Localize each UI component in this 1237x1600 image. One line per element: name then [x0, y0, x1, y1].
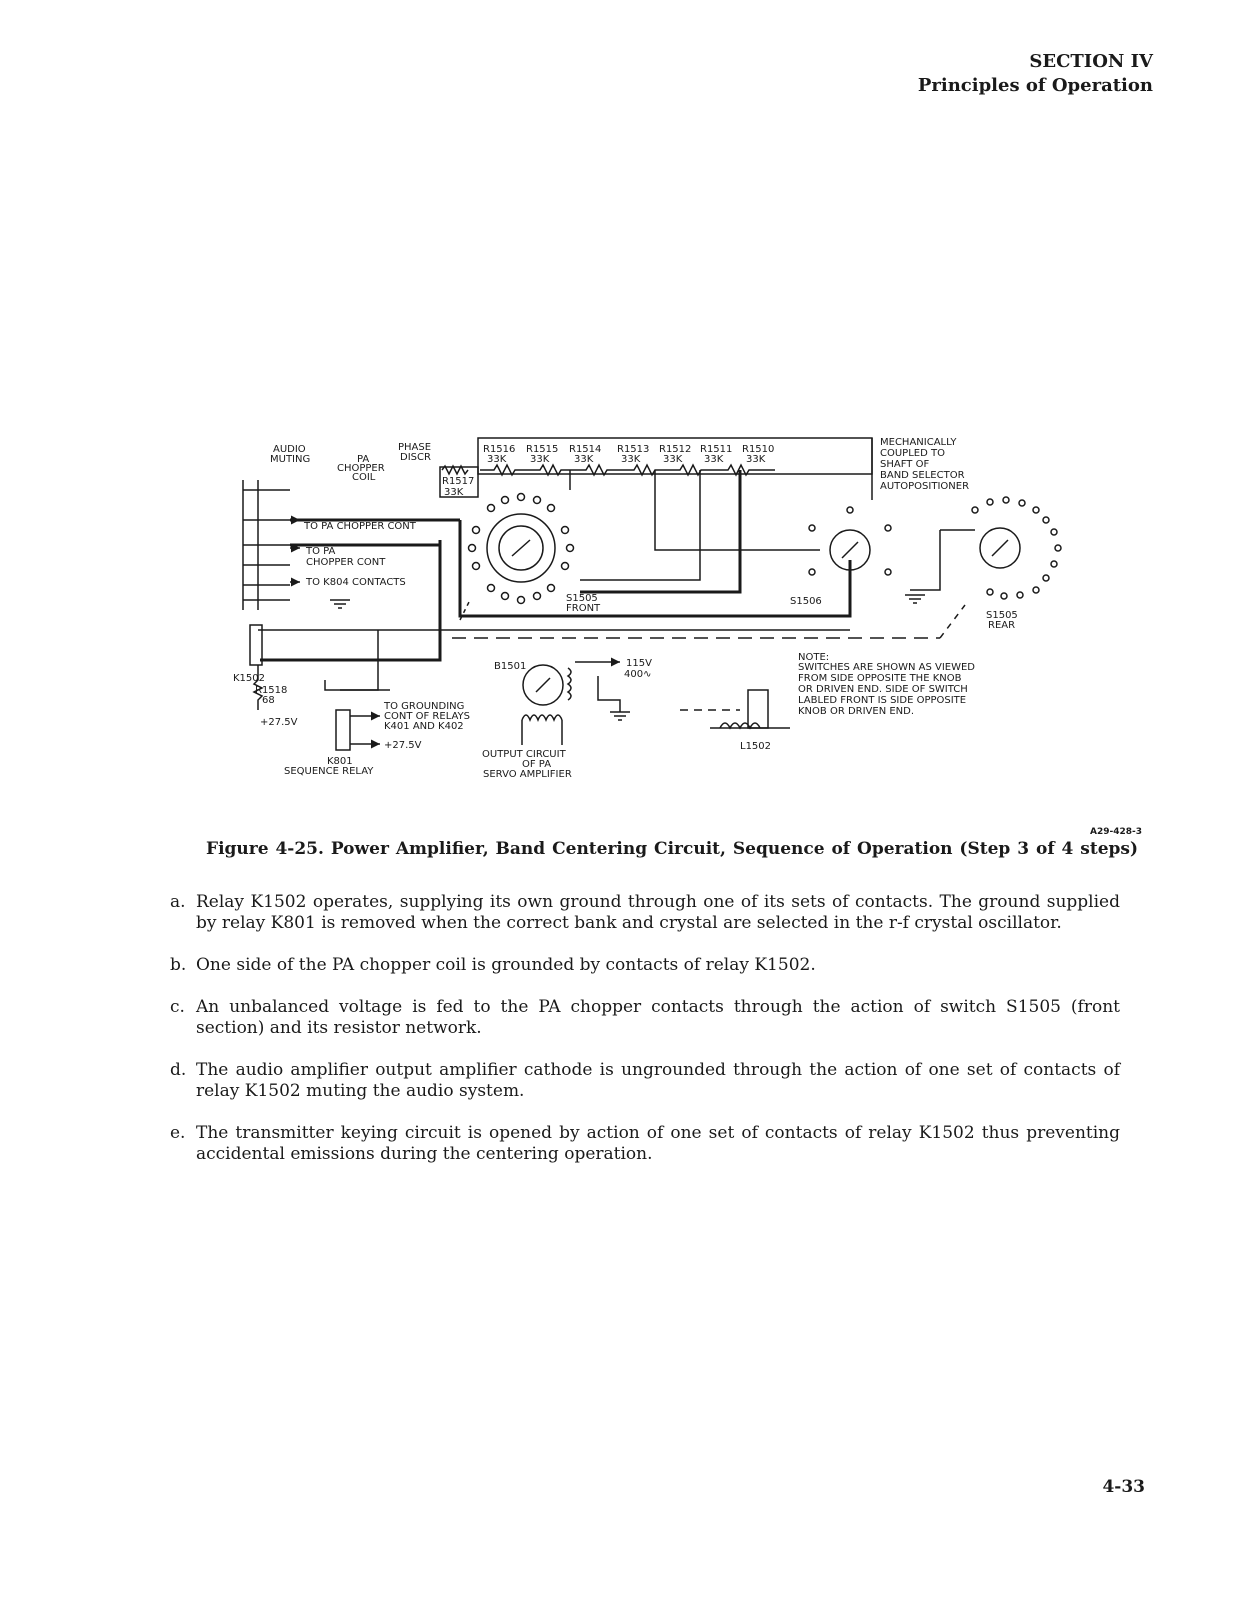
operation-steps [170, 892, 1120, 1186]
label-voltage: +27.5V [260, 717, 298, 728]
label-s1505-rear: S1505 [986, 610, 1018, 621]
label-k401-k402: K401 AND K402 [384, 721, 464, 732]
item-label: a. [170, 892, 186, 912]
label-audio: AUDIO [273, 444, 306, 455]
label-r1517-value: 33K [444, 487, 464, 498]
label-s1505-front-2: FRONT [566, 603, 601, 614]
label-discr: DISCR [400, 452, 431, 463]
label-chopper-cont: CHOPPER CONT [306, 557, 386, 568]
resistor-name: R1516 [483, 444, 516, 455]
label-mech-2: COUPLED TO [880, 448, 945, 459]
label-of-pa: OF PA [522, 759, 552, 770]
label-s1505-front: S1505 [566, 593, 598, 604]
item-label: e. [170, 1123, 186, 1143]
label-r1517: R1517 [442, 476, 475, 487]
label-l1502: L1502 [740, 741, 772, 752]
label-to-grounding: TO GROUNDING [384, 701, 465, 712]
label-servo-amplifier: SERVO AMPLIFIER [483, 769, 572, 780]
label-r1518-value: 68 [262, 695, 275, 706]
list-item [170, 955, 1120, 976]
resistor-value: 33K [574, 454, 594, 465]
resistor-name: R1510 [742, 444, 775, 455]
item-label: d. [170, 1060, 187, 1080]
label-r1518: R1518 [255, 685, 288, 696]
figure-code: A29-428-3 [1090, 827, 1143, 837]
resistor-value: 33K [621, 454, 641, 465]
list-item [170, 1123, 1120, 1165]
item-text: Relay K1502 operates, supplying its own ground through one of its sets of contacts. The ground supplied by relay K801 is removed when the correct bank and crystal are selected in the r-f crystal oscillator. [196, 892, 1120, 933]
label-mech-3: SHAFT OF [880, 459, 930, 470]
resistor-value: 33K [704, 454, 724, 465]
label-mech-4: BAND SELECTOR [880, 470, 965, 481]
item-text: An unbalanced voltage is fed to the PA chopper contacts through the action of switch S1505 (front section) and its resistor network. [196, 997, 1120, 1038]
figure-caption: Figure 4-25. Power Amplifier, Band Centering Circuit, Sequence of Operation (Step 3 of 4 steps) [206, 839, 1139, 859]
item-text: The transmitter keying circuit is opened by action of one set of contacts of relay K1502 thus preventing accidental emissions during the centering operation. [196, 1123, 1120, 1164]
list-item [170, 892, 1120, 934]
resistor-value: 33K [530, 454, 550, 465]
label-to-pa: TO PA [306, 546, 336, 557]
label-voltage: +27.5V [384, 740, 422, 751]
note-line: LABLED FRONT IS SIDE OPPOSITE [798, 695, 967, 706]
note-title: NOTE: [798, 652, 830, 663]
note-line: SWITCHES ARE SHOWN AS VIEWED [798, 662, 976, 673]
page-number: 4-33 [1102, 1477, 1145, 1497]
label-cont-of-relays: CONT OF RELAYS [384, 711, 471, 722]
label-sequence-relay: SEQUENCE RELAY [284, 766, 374, 777]
label-chopper: CHOPPER [337, 463, 385, 474]
list-item [170, 1060, 1120, 1102]
label-s1506: S1506 [790, 596, 822, 607]
resistor-name: R1514 [569, 444, 602, 455]
item-text: One side of the PA chopper coil is grounded by contacts of relay K1502. [196, 955, 816, 975]
note-line: FROM SIDE OPPOSITE THE KNOB [798, 673, 962, 684]
note-line: KNOB OR DRIVEN END. [798, 706, 915, 717]
resistor-name: R1513 [617, 444, 650, 455]
resistor-value: 33K [663, 454, 683, 465]
label-b1501: B1501 [494, 661, 527, 672]
section-subtitle: Principles of Operation [917, 75, 1153, 96]
label-muting: MUTING [270, 454, 311, 465]
label-400hz: 400∿ [624, 669, 652, 680]
resistor-name: R1512 [659, 444, 692, 455]
label-pa: PA [357, 454, 370, 465]
item-label: c. [170, 997, 185, 1017]
label-output-circuit: OUTPUT CIRCUIT [482, 749, 566, 760]
label-s1505-rear-2: REAR [988, 620, 1016, 631]
label-115v: 115V [626, 658, 652, 669]
label-mech-1: MECHANICALLY [880, 437, 957, 448]
label-k1502: K1502 [233, 673, 266, 684]
list-item [170, 997, 1120, 1039]
label-to-pa-chopper-cont: TO PA CHOPPER CONT [304, 521, 416, 532]
label-k801: K801 [327, 756, 353, 767]
label-phase: PHASE [398, 442, 432, 453]
item-label: b. [170, 955, 187, 975]
label-coil: COIL [352, 472, 376, 483]
resistor-value: 33K [746, 454, 766, 465]
item-text: The audio amplifier output amplifier cathode is ungrounded through the action of one set of contacts of relay K1502 muting the audio system. [196, 1060, 1120, 1101]
label-mech-5: AUTOPOSITIONER [880, 481, 970, 492]
note-line: OR DRIVEN END. SIDE OF SWITCH [798, 684, 968, 695]
section-title: SECTION IV [1029, 51, 1153, 72]
resistor-value: 33K [487, 454, 507, 465]
resistor-name: R1515 [526, 444, 559, 455]
label-to-k804: TO K804 CONTACTS [306, 577, 406, 588]
resistor-name: R1511 [700, 444, 733, 455]
